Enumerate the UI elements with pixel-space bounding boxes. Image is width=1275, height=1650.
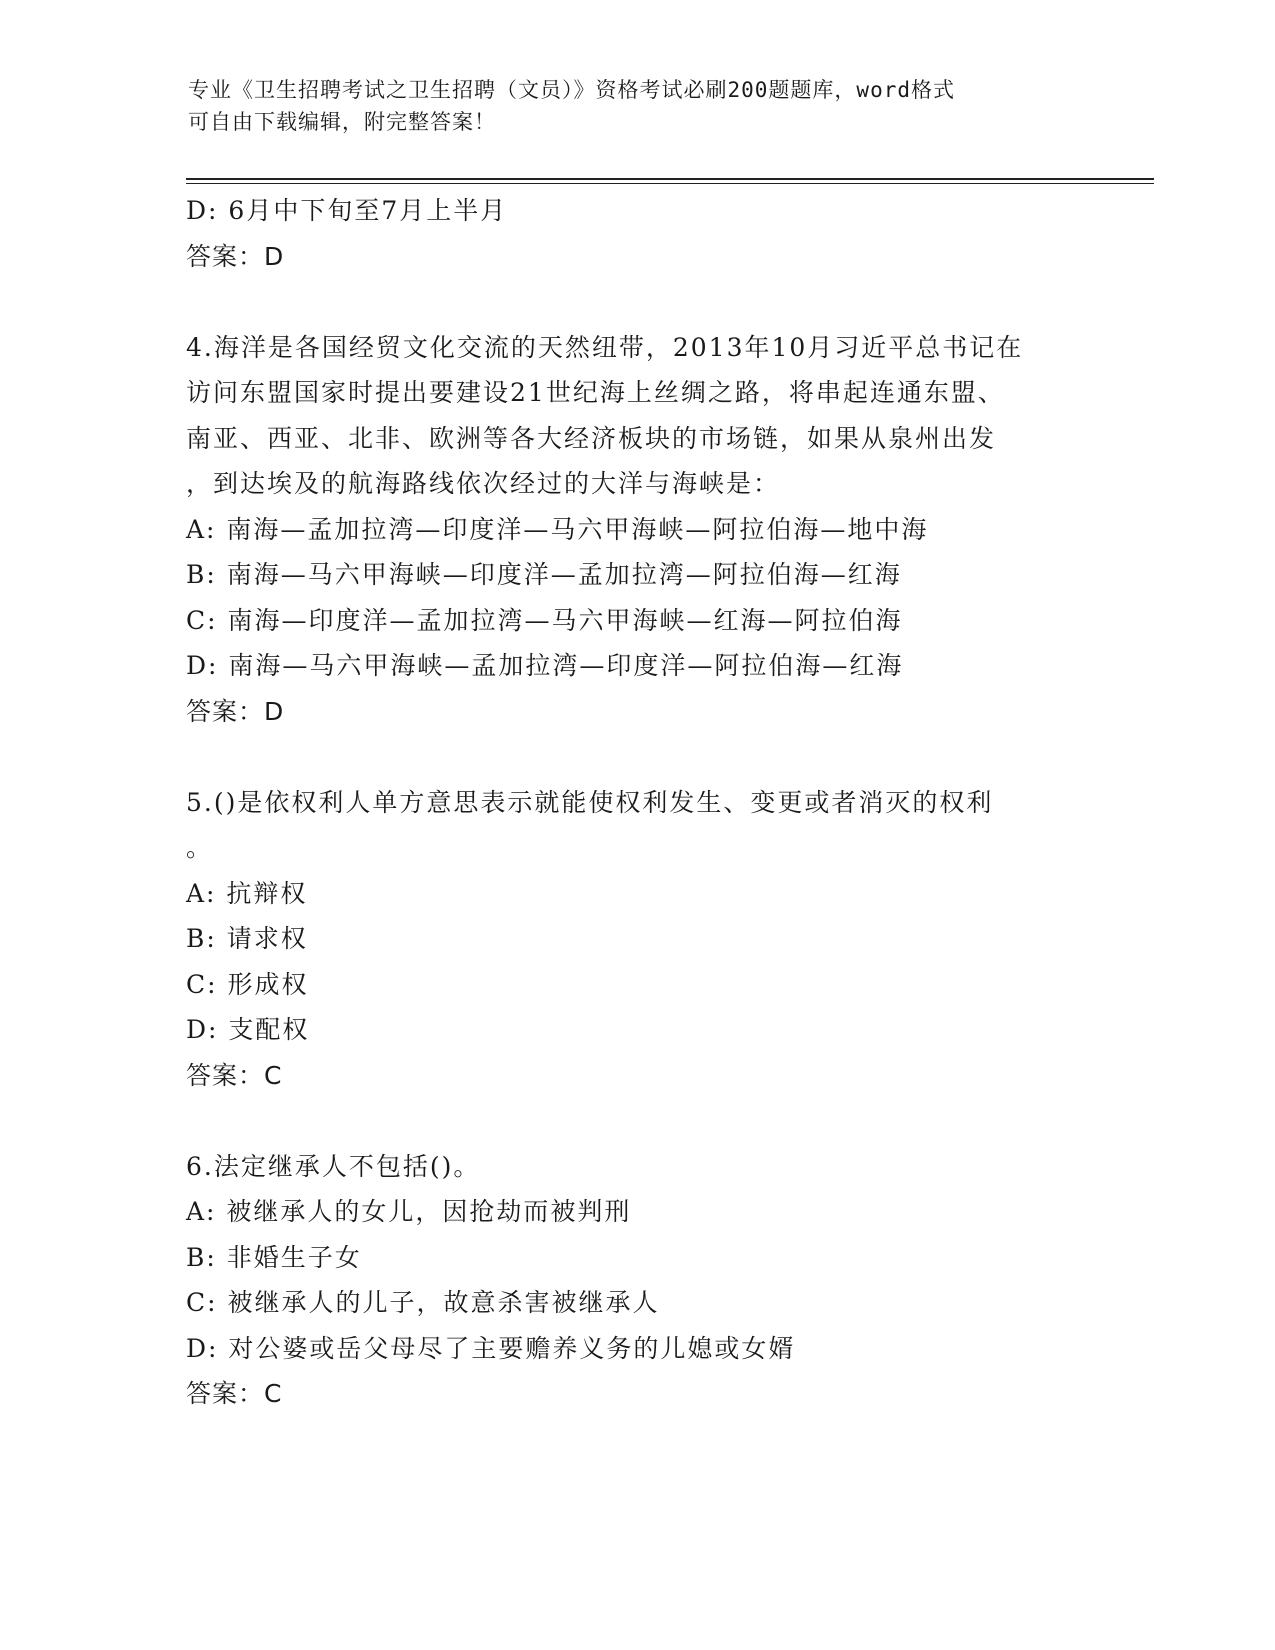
option-d: D: 南海—马六甲海峡—孟加拉湾—印度洋—阿拉伯海—红海 [186, 651, 904, 680]
answer: 答案：D [186, 696, 285, 726]
option-c: C: 形成权 [186, 969, 309, 999]
option-a: A: 被继承人的女儿，因抢劫而被判刑 [186, 1197, 632, 1226]
option-b: B: 非婚生子女 [186, 1242, 362, 1272]
question-text-line: 南亚、西亚、北非、欧洲等各大经济板块的市场链，如果从泉州出发 [186, 423, 997, 453]
question-text-line: 5.()是依权利人单方意思表示就能使权利发生、变更或者消灭的权利 [186, 787, 994, 817]
spacer [186, 734, 1086, 780]
header-rule-thick [186, 178, 1154, 180]
question-text-line: ，到达埃及的航海路线依次经过的大洋与海峡是： [186, 469, 781, 498]
header-line-2: 可自由下载编辑，附完整答案！ [188, 110, 496, 134]
option-d: D: 对公婆或岳父母尽了主要赡养义务的儿媳或女婿 [186, 1333, 796, 1363]
question-text-line: 6.法定继承人不包括()。 [186, 1151, 481, 1181]
question-text-line: 。 [186, 833, 214, 862]
option-d: D: 支配权 [186, 1015, 310, 1044]
answer: 答案：C [186, 1379, 283, 1408]
document-body [186, 188, 1086, 1417]
option-c: C: 南海—印度洋—孟加拉湾—马六甲海峡—红海—阿拉伯海 [186, 605, 903, 635]
question-4 [186, 325, 1086, 735]
option-d: D: 6月中下旬至7月上半月 [186, 196, 508, 225]
question-text-line: 4.海洋是各国经贸文化交流的天然纽带，2013年10月习近平总书记在 [186, 332, 1024, 362]
option-a: A: 抗辩权 [186, 878, 308, 908]
option-b: B: 请求权 [186, 924, 308, 953]
previous-question-tail [186, 188, 1086, 279]
option-a: A: 南海—孟加拉湾—印度洋—马六甲海峡—阿拉伯海—地中海 [186, 514, 929, 544]
answer: 答案：C [186, 1060, 283, 1090]
header-rule-thin [186, 183, 1154, 184]
option-c: C: 被继承人的儿子，故意杀害被继承人 [186, 1288, 660, 1317]
question-6 [186, 1144, 1086, 1417]
document-header [188, 74, 1088, 138]
question-5 [186, 780, 1086, 1099]
spacer [186, 279, 1086, 325]
question-text-line: 访问东盟国家时提出要建设21世纪海上丝绸之路，将串起连通东盟、 [186, 378, 1005, 407]
answer: 答案：D [186, 241, 285, 271]
spacer [186, 1098, 1086, 1144]
option-b: B: 南海—马六甲海峡—印度洋—孟加拉湾—阿拉伯海—红海 [186, 560, 902, 589]
header-line-1: 专业《卫生招聘考试之卫生招聘（文员）》资格考试必刷200题题库，word格式 [188, 78, 955, 102]
